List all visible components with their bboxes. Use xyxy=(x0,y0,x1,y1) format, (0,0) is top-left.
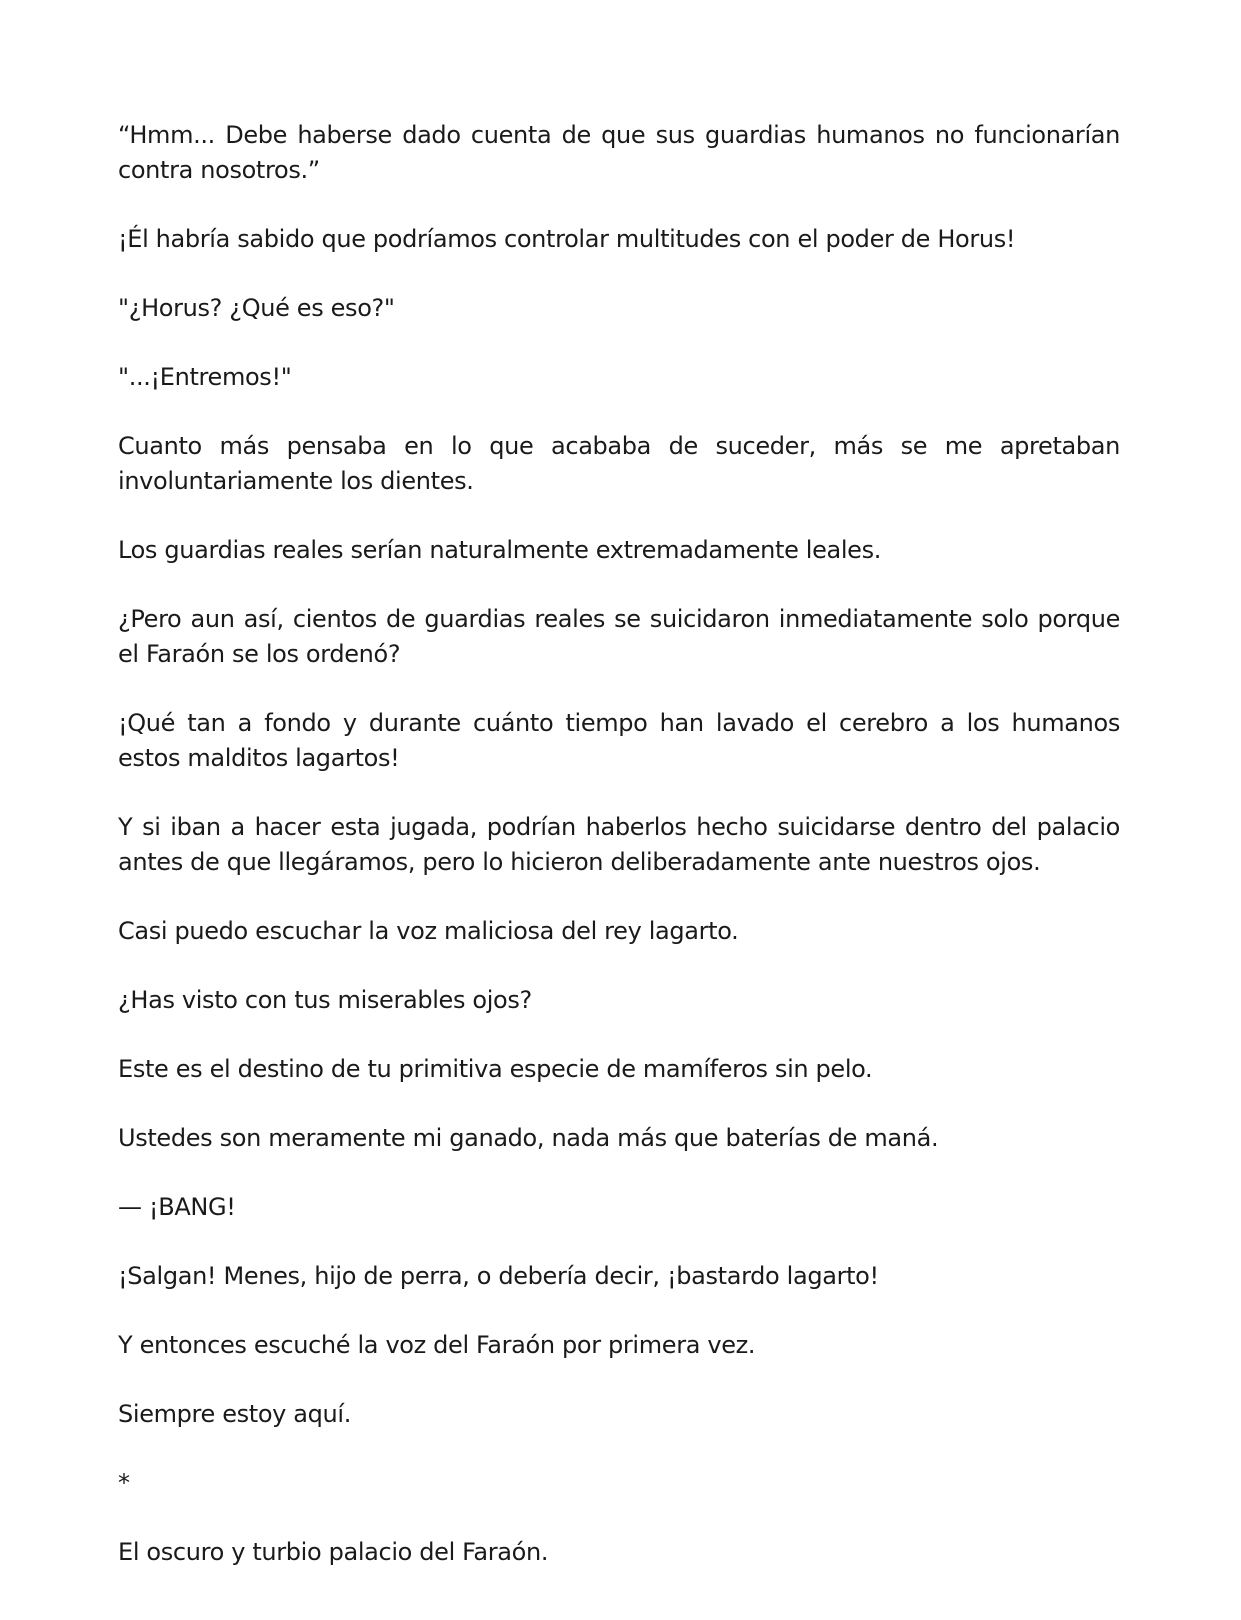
paragraph: ¡Qué tan a fondo y durante cuánto tiempo han lavado el cerebro a los humanos estos malditos lagartos! xyxy=(118,709,1120,772)
paragraph: Los guardias reales serían naturalmente extremadamente leales. xyxy=(118,536,882,564)
paragraph: ¿Has visto con tus miserables ojos? xyxy=(118,986,532,1014)
paragraph: Cuanto más pensaba en lo que acababa de suceder, más se me apretaban involuntariamente los dientes. xyxy=(118,432,1120,495)
paragraph: “Hmm... Debe haberse dado cuenta de que sus guardias humanos no funcionarían contra nosotros.” xyxy=(118,121,1120,184)
paragraph: El oscuro y turbio palacio del Faraón. xyxy=(118,1538,549,1566)
paragraph: ¿Pero aun así, cientos de guardias reales se suicidaron inmediatamente solo porque el Faraón se los ordenó? xyxy=(118,605,1120,668)
paragraph: Y si iban a hacer esta jugada, podrían haberlos hecho suicidarse dentro del palacio antes de que llegáramos, pero lo hicieron deliberadamente ante nuestros ojos. xyxy=(118,813,1120,876)
paragraph: — ¡BANG! xyxy=(118,1193,236,1221)
scene-break: * xyxy=(118,1469,130,1497)
paragraph: Y entonces escuché la voz del Faraón por primera vez. xyxy=(118,1331,756,1359)
paragraph: Ustedes son meramente mi ganado, nada más que baterías de maná. xyxy=(118,1124,939,1152)
document-body xyxy=(118,118,1120,1570)
paragraph: Casi puedo escuchar la voz maliciosa del rey lagarto. xyxy=(118,917,739,945)
paragraph: "...¡Entremos!" xyxy=(118,363,292,391)
paragraph: Siempre estoy aquí. xyxy=(118,1400,352,1428)
paragraph: "¿Horus? ¿Qué es eso?" xyxy=(118,294,395,322)
paragraph: Este es el destino de tu primitiva especie de mamíferos sin pelo. xyxy=(118,1055,873,1083)
paragraph: ¡Él habría sabido que podríamos controlar multitudes con el poder de Horus! xyxy=(118,225,1016,253)
paragraph: ¡Salgan! Menes, hijo de perra, o debería decir, ¡bastardo lagarto! xyxy=(118,1262,879,1290)
